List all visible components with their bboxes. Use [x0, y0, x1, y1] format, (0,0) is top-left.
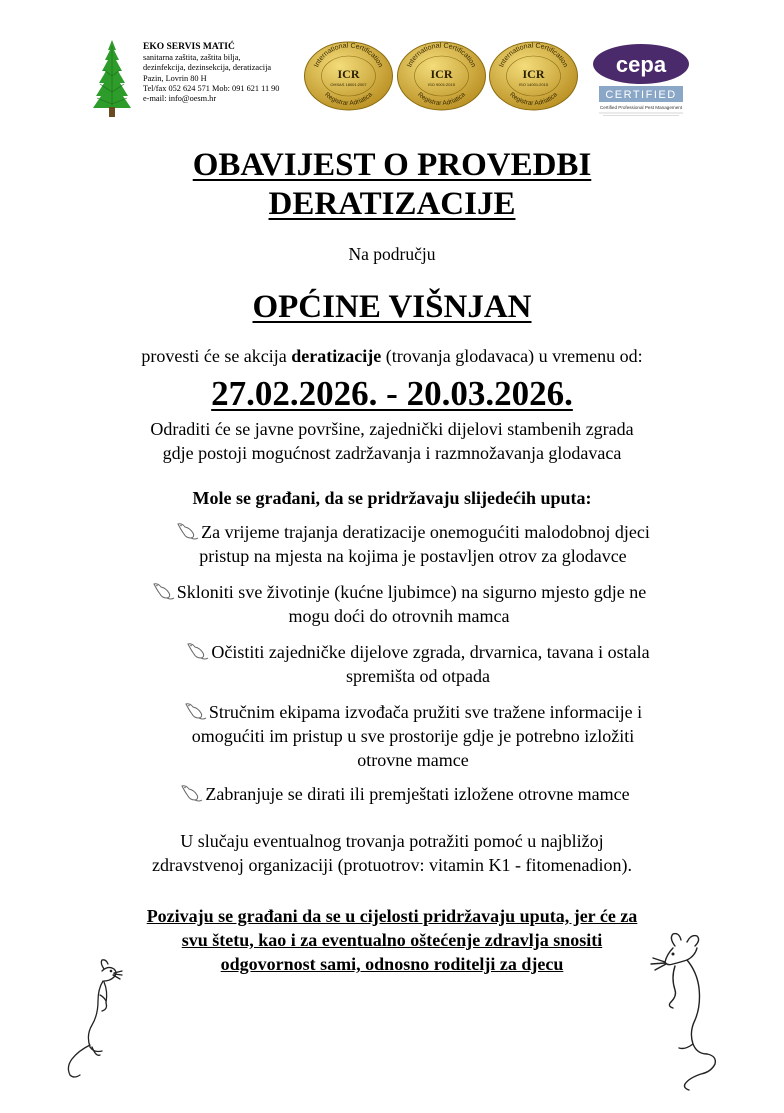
seal-standard: ISO 14001:2015 — [518, 82, 549, 87]
rat-illustration-right — [645, 932, 735, 1092]
company-info — [143, 42, 279, 104]
company-name: EKO SERVIS MATIĆ — [143, 42, 235, 52]
instruction-text-cont: spremišta od otpada — [346, 666, 490, 686]
seal-brand: ICR — [430, 67, 453, 81]
description-line: Odraditi će se javne površine, zajednički dijelovi stambenih zgrada — [150, 419, 634, 439]
instruction-text-cont: otrovne mamce — [357, 750, 469, 770]
intro-before: provesti će se akcija — [141, 346, 292, 366]
instruction-item — [105, 782, 705, 806]
instruction-text-cont: omogućiti im pristup u sve prostorije gdje je potrebno izložiti — [191, 726, 635, 746]
seal-brand: ICR — [522, 67, 545, 81]
poisoning-line: U slučaju eventualnog trovanja potražiti pomoć u najbližoj — [180, 831, 604, 851]
warning-line: Pozivaju se građani da se u cijelosti pridržavaju uputa, jer će za — [146, 906, 638, 926]
instruction-text: Skloniti sve životinje (kućne ljubimce) na sigurno mjesto gdje ne — [176, 582, 647, 602]
company-line: sanitarna zaštita, zaštita bilja, — [143, 53, 241, 63]
seal-standard: OHSAS 18001:2007 — [330, 82, 367, 87]
mouse-bullet-icon — [152, 581, 176, 601]
municipality-name: OPĆINE VIŠNJAN — [252, 289, 532, 325]
date-range-heading — [0, 374, 784, 414]
municipality-heading — [0, 289, 784, 326]
instruction-item — [99, 580, 699, 628]
warning-line: svu štetu, kao i za eventualno oštećenje zdravlja snositi — [181, 930, 603, 950]
title-line-2: DERATIZACIJE — [268, 186, 516, 222]
poisoning-notice — [0, 829, 784, 877]
rat-illustration-left — [56, 955, 126, 1080]
intro-text — [0, 346, 784, 367]
seal-ring-text: International Certification — [313, 42, 384, 69]
cepa-wordmark: cepa — [615, 52, 667, 77]
instruction-item — [118, 640, 718, 688]
mouse-bullet-icon — [180, 783, 204, 803]
company-line: Pazin, Lovrin 80 H — [143, 73, 207, 83]
mouse-bullet-icon — [186, 641, 210, 661]
instruction-text: Očistiti zajedničke dijelove zgrada, drvarnica, tavana i ostala — [211, 642, 650, 662]
notice-title-cont — [0, 185, 784, 223]
instruction-text-cont: mogu doći do otrovnih mamca — [288, 606, 510, 626]
company-email: e-mail: info@oesm.hr — [143, 94, 217, 104]
area-label: Na području — [348, 244, 436, 264]
pine-tree-logo — [92, 40, 132, 118]
seal-footer-text: Registrar Adriatica — [508, 91, 559, 108]
intro-after: (trovanja glodavaca) u vremenu od: — [381, 346, 643, 366]
instructions-heading: Mole se građani, da se pridržavaju slijedećih uputa: — [192, 488, 592, 508]
intro-bold: deratizacije — [291, 346, 382, 366]
instruction-item — [113, 700, 713, 772]
instruction-item — [113, 520, 713, 568]
company-line: dezinfekcija, dezinsekcija, deratizacija — [143, 63, 272, 73]
cepa-tagline: Certified Professional Pest Management — [599, 105, 683, 110]
mouse-bullet-icon — [184, 701, 208, 721]
cepa-certified-text: CERTIFIED — [605, 89, 677, 101]
instruction-text: Stručnim ekipama izvođača pružiti sve tražene informacije i — [208, 702, 643, 722]
instruction-text-cont: pristup na mjesta na kojima je postavljen otrov za glodavce — [199, 546, 627, 566]
notice-title — [0, 146, 784, 184]
icr-iso9001-seal — [395, 40, 488, 112]
seal-standard: ISO 9001:2015 — [428, 82, 455, 87]
seal-brand: ICR — [337, 67, 360, 81]
cepa-certified-logo — [589, 42, 693, 118]
seal-ring-text: International Certification — [498, 42, 569, 69]
icr-ohsas-seal — [302, 40, 395, 112]
instruction-text: Zabranjuje se dirati ili premještati izložene otrovne mamce — [205, 784, 630, 804]
description-line: gdje postoji mogućnost zadržavanja i razmnožavanja glodavaca — [162, 443, 622, 463]
mouse-bullet-icon — [176, 521, 200, 541]
company-phone: Tel/fax 052 624 571 Mob: 091 621 11 90 — [143, 83, 280, 93]
poisoning-line: zdravstvenoj organizaciji (protuotrov: vitamin K1 - fitomenadion). — [151, 855, 633, 875]
seal-ring-text: International Certification — [406, 42, 477, 69]
date-range: 27.02.2026. - 20.03.2026. — [211, 374, 573, 413]
instruction-text: Za vrijeme trajanja deratizacije onemogućiti malodobnoj djeci — [201, 522, 650, 542]
title-line-1: OBAVIJEST O PROVEDBI — [192, 147, 592, 183]
description — [0, 417, 784, 465]
seal-footer-text: Registrar Adriatica — [416, 91, 467, 108]
icr-iso14001-seal — [487, 40, 580, 112]
warning-line: odgovornost sami, odnosno roditelji za djecu — [220, 954, 564, 974]
seal-footer-text: Registrar Adriatica — [323, 91, 374, 108]
